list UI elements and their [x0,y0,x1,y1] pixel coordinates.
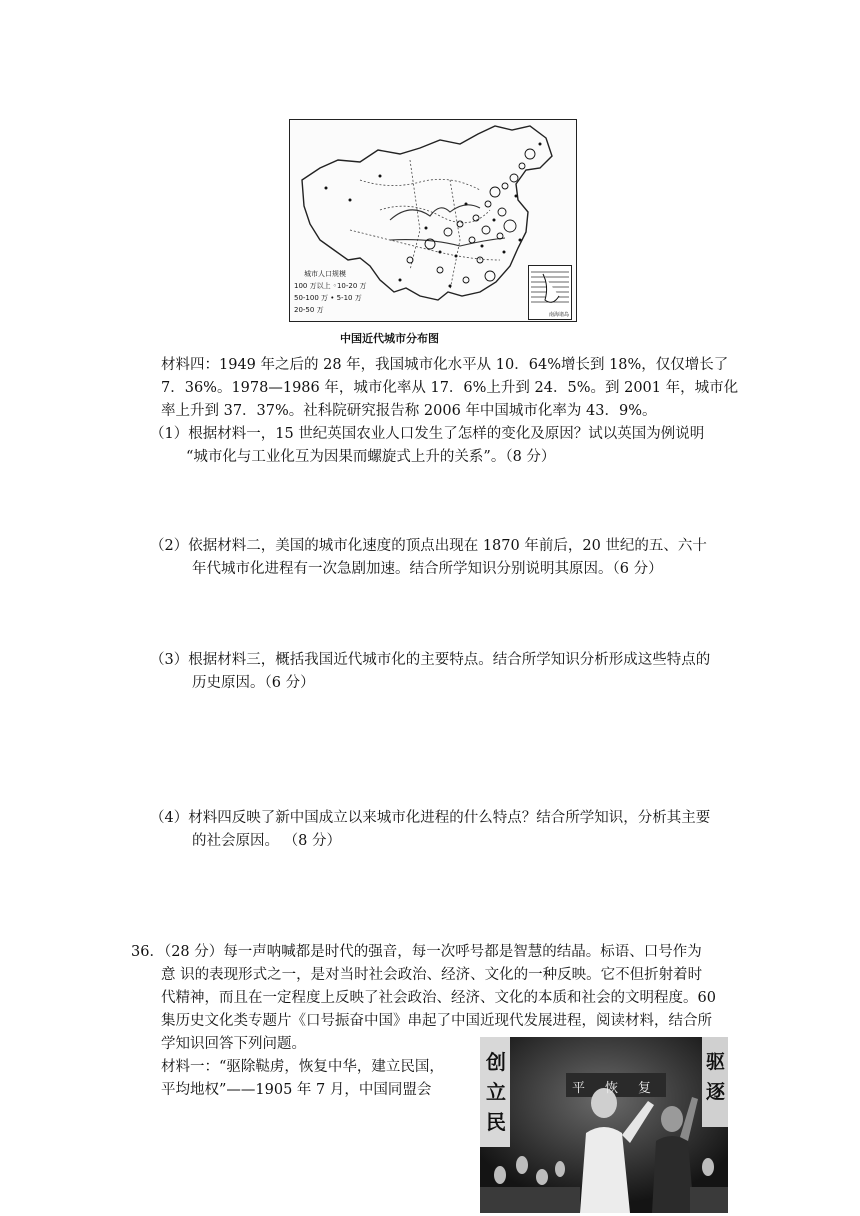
question-3-line: 历史原因。（6 分） [192,675,315,691]
banner-char: 驱 [706,1051,726,1073]
province-border [450,180,460,290]
city-dot [481,245,484,248]
q36-line: 学知识回答下列问题。 [161,1036,306,1052]
legend-row: 100 万以上 ◦10-20 万 [294,282,367,290]
question-3-line: （3）根据材料三，概括我国近代城市化的主要特点。结合所学知识分析形成这些特点的 [150,652,711,668]
city-marker [485,201,491,207]
yangtze-river [390,238,505,246]
banner-char: 民 [486,1110,506,1134]
question-4-line: （4）材料四反映了新中国成立以来城市化进程的什么特点？结合所学知识，分析其主要 [150,810,711,826]
legend-row: 50-100 万 • 5-10 万 [294,294,362,302]
question-1-line: “城市化与工业化互为因果而螺旋式上升的关系”。（8 分） [186,449,556,465]
banner-char: 创 [486,1050,506,1074]
yellow-river [390,205,480,220]
map-caption: 中国近代城市分布图 [340,332,439,345]
city-marker [504,220,516,232]
city-dot [539,143,542,146]
city-dot [425,227,428,230]
map-legend [294,268,380,320]
city-dot [515,195,518,198]
city-markers [407,149,535,283]
city-marker [525,149,535,159]
city-marker [473,215,479,221]
material4-line: 材料四：1949 年之后的 28 年，我国城市化水平从 10．64%增长到 18%，仅仅增长了 [161,357,729,373]
province-border [360,179,480,190]
city-dot [493,219,496,222]
q36-line: 代精神，而且在一定程度上反映了社会政治、经济、文化的本质和社会的文明程度。60 [161,990,716,1006]
province-border [410,160,420,270]
banner-right-text [706,1047,726,1107]
q36-material1-line: 材料一：“驱除鞑虏，恢复中华，建立民国， [161,1059,444,1075]
city-marker [510,174,518,182]
city-marker [485,271,495,281]
banner-char: 平 [572,1081,606,1096]
inset-label: 南海诸岛 [548,312,569,318]
city-dot [349,199,352,202]
banner-left-text [486,1047,506,1137]
banner-char: 逐 [706,1081,726,1103]
city-marker [444,228,452,236]
city-dot [379,175,382,178]
question-2-line: 年代城市化进程有一次急剧加速。结合所学知识分别说明其原因。（6 分） [192,561,663,577]
china-city-map [289,119,577,322]
city-dot [503,251,506,254]
city-marker [463,277,469,283]
question-1-line: （1）根据材料一，15 世纪英国农业人口发生了怎样的变化及原因？试以英国为例说明 [150,426,705,442]
city-dots [325,143,542,288]
city-dot [439,251,442,254]
city-dot [455,255,458,258]
photo-scene [480,1037,728,1213]
q36-line: 意 识的表现形式之一，是对当时社会政治、经济、文化的一种反映。它不但折射着时 [161,967,703,983]
city-marker [482,226,490,234]
q36-line: 集历史文化类专题片《口号振奋中国》串起了中国近现代发展进程，阅读材料，结合所 [161,1013,712,1029]
city-dot [465,203,468,206]
city-marker [469,237,475,243]
city-marker [477,257,483,263]
legend-title: 城市人口规模 [304,270,346,278]
city-marker [437,267,443,273]
city-marker [519,163,525,169]
banner-top-text [572,1077,671,1096]
city-dot [449,285,452,288]
material4-line: 7．36%。1978—1986 年，城市化率从 17．6%上升到 24．5%。到 2001 年，城市化 [161,380,739,396]
q36-material1-line: 平均地权”——1905 年 7 月，中国同盟会 [161,1082,432,1098]
material4-line: 率上升到 37．37%。社科院研究报告称 2006 年中国城市化率为 43．9%。 [161,403,657,419]
question-2-line: （2）依据材料二，美国的城市化速度的顶点出现在 1870 年前后，20 世纪的五、六十 [150,538,707,554]
banner-char: 立 [486,1080,506,1104]
documentary-still-photo [480,1037,728,1213]
city-dot [399,279,402,282]
q36-line: 36．（28 分）每一声呐喊都是时代的强音，每一次呼号都是智慧的结晶。标语、口号作为 [131,944,702,960]
banner-char: 复 [638,1081,672,1096]
city-dot [325,187,328,190]
city-marker [490,187,500,197]
city-marker [502,183,508,189]
city-dot [519,239,522,242]
legend-row: 20-50 万 [294,306,324,314]
banner-char: 恢 [605,1081,639,1096]
city-marker [498,208,506,216]
city-marker [457,221,463,227]
south-china-sea-inset [528,265,572,320]
question-4-line: 的社会原因。 （8 分） [192,833,341,849]
